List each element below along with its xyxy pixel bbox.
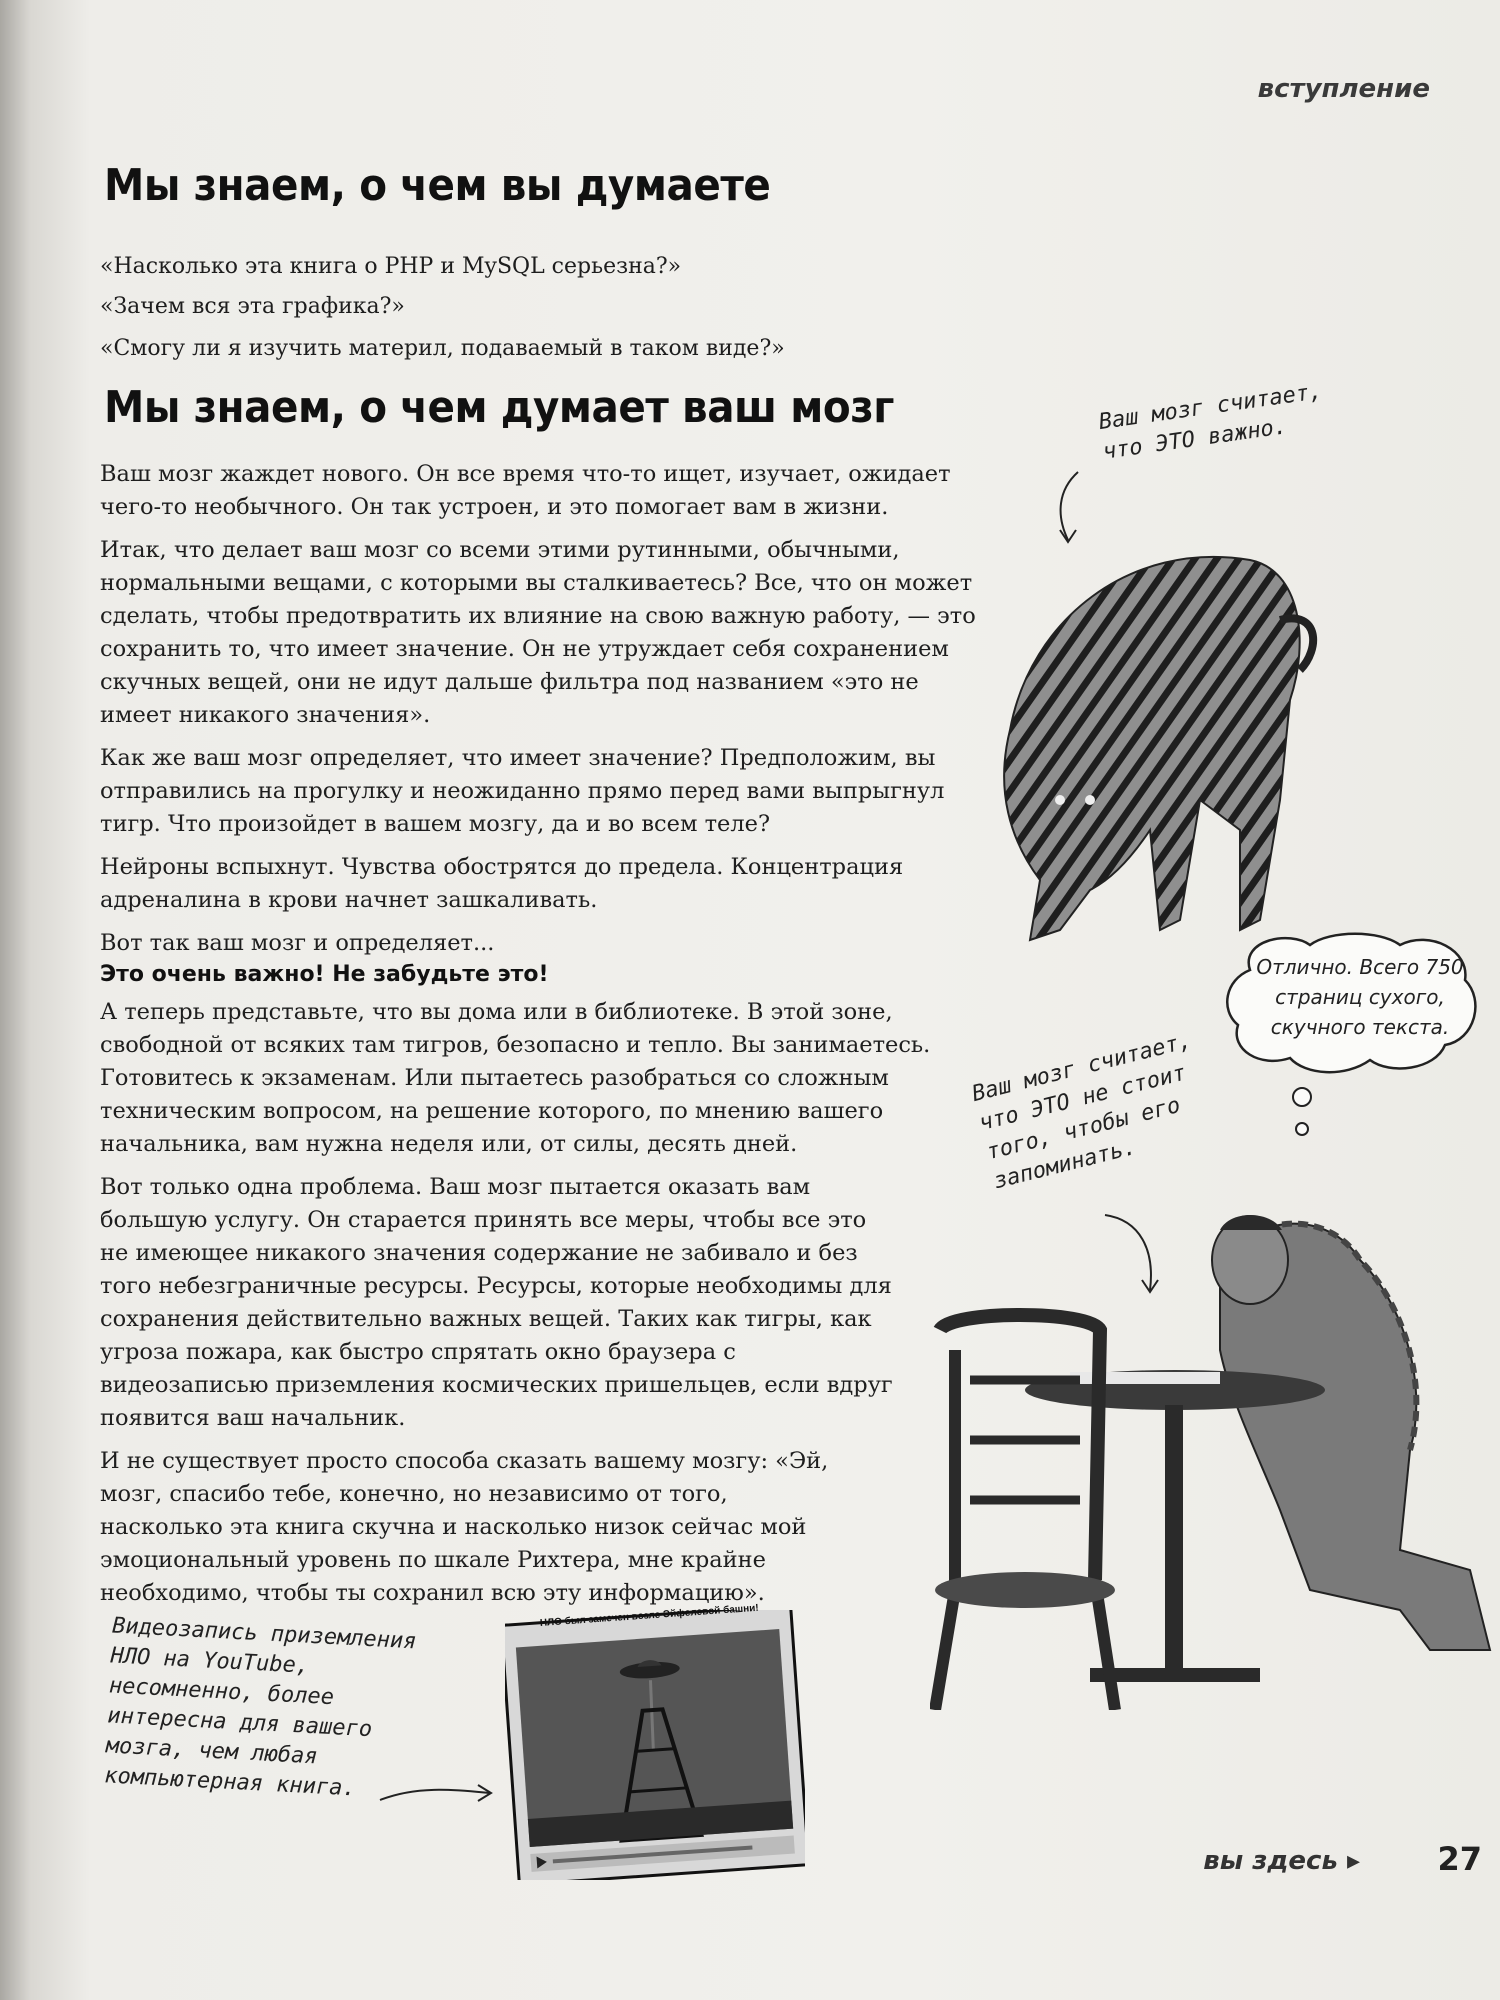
heading-we-know-your-brain: Мы знаем, о чем думает ваш мозг [104, 382, 894, 433]
subheading-important: Это очень важно! Не забудьте это! [100, 962, 549, 987]
thought-bubbles [1280, 1085, 1330, 1145]
tiger-note: Ваш мозг считает, что ЭТО важно. [1097, 378, 1324, 465]
footer-label: вы здесь ▸ [1203, 1846, 1360, 1876]
paragraph: Ваш мозг жаждет нового. Он все время что-то ищет, изучает, ожидает чего-то необычного. Он так устроен, и это помогает вам в жизни. [100, 461, 951, 520]
paragraph: И не существует просто способа сказать вашему мозгу: «Эй, мозг, спасибо тебе, конечно, но независимо от того, насколько эта книга скучна и насколько низок сейчас мой эмоциональный уровень по шкале Рихтера, мне крайне необходимо, чтобы ты сохранил всю эту информацию». [100, 1448, 829, 1606]
body-top [100, 458, 980, 970]
arrow-right-icon [378, 1775, 498, 1815]
video-note: Видеозапись приземления НЛО на YouTube, несомненно, более интересна для вашего мозга, чем любая компьютерная книга. [103, 1613, 418, 1802]
question-1: «Насколько эта книга о PHP и MySQL серьезна?» [100, 254, 682, 279]
question-3: «Смогу ли я изучить материл, подаваемый в таком виде?» [100, 336, 785, 361]
tiger-illustration [990, 500, 1320, 980]
paragraph: Итак, что делает ваш мозг со всеми этими рутинными, обычными, нормальными вещами, с которыми вы сталкиваетесь? Все, что он может сделать, чтобы предотвратить их влияние на свою важную работу, — это сохранить то, что имеет значение. Он не утруждает себя сохранением скучных вещей, они не идут дальше фильтра под названием «это не имеет никакого значения». [100, 537, 976, 728]
section-label: вступление [1257, 74, 1430, 104]
body-bottom [100, 996, 940, 1620]
cloud-note: Отлично. Всего 750 страниц сухого, скучного текста. [1256, 955, 1464, 1039]
paragraph: Нейроны вспыхнут. Чувства обострятся до предела. Концентрация адреналина в крови начнет зашкаливать. [100, 854, 904, 913]
paragraph: А теперь представьте, что вы дома или в библиотеке. В этой зоне, свободной от всяких там тигров, безопасно и тепло. Вы занимаетесь. Готовитесь к экзаменам. Или пытаетесь разобраться со сложным техническим вопросом, на решение которого, по мнению вашего начальника, вам нужна неделя или, от силы, десять дней. [100, 999, 931, 1157]
video-player [505, 1610, 805, 1880]
heading-we-know-what-you-think: Мы знаем, о чем вы думаете [104, 160, 771, 211]
paragraph: Вот только одна проблема. Ваш мозг пытается оказать вам большую услугу. Он старается принять все меры, чтобы все это не имеющее никакого значения содержание не забивало и без того небезграничные ресурсы. Ресурсы, которые необходимы для сохранения действительно важных вещей. Таких как тигры, как угроза пожара, как быстро спрятать окно браузера с видеозаписью приземления космических пришельцев, если вдруг появится ваш начальник. [100, 1174, 893, 1431]
paragraph: Как же ваш мозг определяет, что имеет значение? Предположим, вы отправились на прогулку и неожиданно прямо перед вами выпрыгнул тигр. Что произойдет в вашем мозгу, да и во всем теле? [100, 745, 945, 837]
arrow-down-icon [1048, 470, 1088, 550]
question-2: «Зачем вся эта графика?» [100, 294, 405, 319]
man-at-table-illustration [930, 1150, 1500, 1710]
bleed-through-text [990, 72, 997, 103]
man-note: Ваш мозг считает, что ЭТО не стоит того, чтобы его запоминать. [969, 1028, 1195, 1195]
paragraph: Вот так ваш мозг и определяет... [100, 930, 495, 956]
video-title: НЛО был замечен возле Эйфелевой башни! [539, 1602, 760, 1629]
page-number: 27 [1437, 1840, 1482, 1878]
